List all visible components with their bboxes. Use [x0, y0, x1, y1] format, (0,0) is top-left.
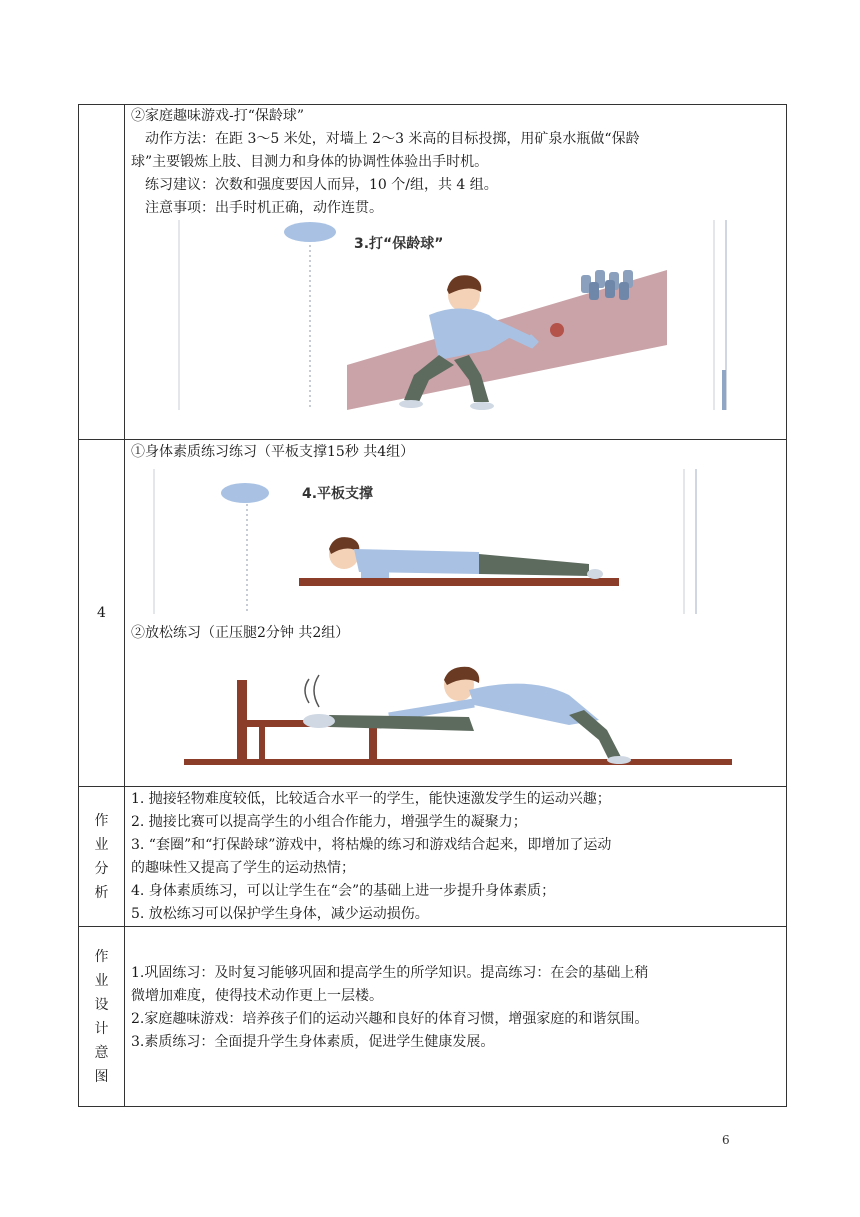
bowling-method: 动作方法：在距 3～5 米处，对墙上 2～3 米高的目标投掷，用矿泉水瓶做“保龄 [145, 131, 640, 147]
ball-marker-icon [221, 483, 269, 503]
label-char: 计 [94, 1020, 109, 1037]
floor-line [184, 759, 732, 765]
row-number-empty [79, 105, 125, 440]
stretch-illustration [129, 645, 769, 769]
bowling-notes: 注意事项：出手时机正确，动作连贯。 [145, 200, 383, 216]
row-intent [79, 927, 787, 1107]
row-bowling-game [79, 105, 787, 440]
row-number: 4 [79, 440, 125, 787]
label-char: 图 [94, 1068, 109, 1085]
plank-illustration [129, 464, 769, 614]
homework-table [78, 104, 787, 1107]
label-char: 分 [94, 860, 109, 877]
label-char: 作 [94, 948, 109, 965]
label-char: 设 [94, 996, 109, 1013]
row-analysis [79, 787, 787, 927]
analysis-line: 3. “套圈”和“打保龄球”游戏中，将枯燥的练习和游戏结合起来，即增加了运动 [131, 837, 612, 853]
stretch-item: ②放松练习（正压腿2分钟 共2组） [131, 625, 350, 641]
analysis-line: 2. 抛接比赛可以提高学生的小组合作能力，增强学生的凝聚力； [131, 814, 527, 830]
label-char: 作 [94, 812, 109, 829]
bowling-advice: 练习建议：次数和强度要因人而异，10 个/组，共 4 组。 [145, 177, 498, 193]
bowling-ball-icon [550, 323, 564, 337]
analysis-line: 4. 身体素质练习，可以让学生在“会”的基础上进一步提升身体素质； [131, 883, 556, 899]
intent-content [125, 927, 787, 1107]
intent-label [79, 927, 125, 1107]
intent-line: 1.巩固练习：及时复习能够巩固和提高学生的所学知识。提高练习：在会的基础上稍 [131, 964, 649, 981]
analysis-content [125, 787, 787, 927]
analysis-line: 5. 放松练习可以保护学生身体，减少运动损伤。 [131, 906, 429, 922]
intent-line: 微增加难度，使得技术动作更上一层楼。 [131, 987, 383, 1004]
analysis-label [79, 787, 125, 927]
label-char: 业 [94, 972, 109, 989]
bowling-title: ②家庭趣味游戏-打“保龄球” [131, 108, 305, 124]
floor-mat [299, 578, 619, 586]
ball-marker-icon [284, 222, 336, 242]
plank-item: ①身体素质练习练习（平板支撑15秒 共4组） [131, 444, 415, 460]
row-section-4 [79, 440, 787, 787]
page-number: 6 [722, 1133, 730, 1147]
analysis-line: 1. 抛接轻物难度较低，比较适合水平一的学生，能快速激发学生的运动兴趣； [131, 791, 611, 807]
bowling-method-cont: 球”主要锻炼上肢、目测力和身体的协调性体验出手时机。 [131, 154, 489, 170]
label-char: 业 [94, 836, 109, 853]
intent-line: 3.素质练习：全面提升学生身体素质，促进学生健康发展。 [131, 1033, 495, 1050]
intent-line: 2.家庭趣味游戏：培养孩子们的运动兴趣和良好的体育习惯，增强家庭的和谐氛围。 [131, 1010, 649, 1027]
bowling-figure-caption: 3.打“保龄球” [354, 236, 444, 252]
section4-cell [125, 440, 787, 787]
analysis-line: 的趣味性又提高了学生的运动热情； [131, 860, 355, 876]
label-char: 意 [94, 1044, 109, 1061]
bowling-illustration [129, 220, 769, 410]
label-char: 析 [94, 884, 109, 901]
bowling-cell [125, 105, 787, 440]
plank-figure-caption: 4.平板支撑 [302, 486, 374, 502]
